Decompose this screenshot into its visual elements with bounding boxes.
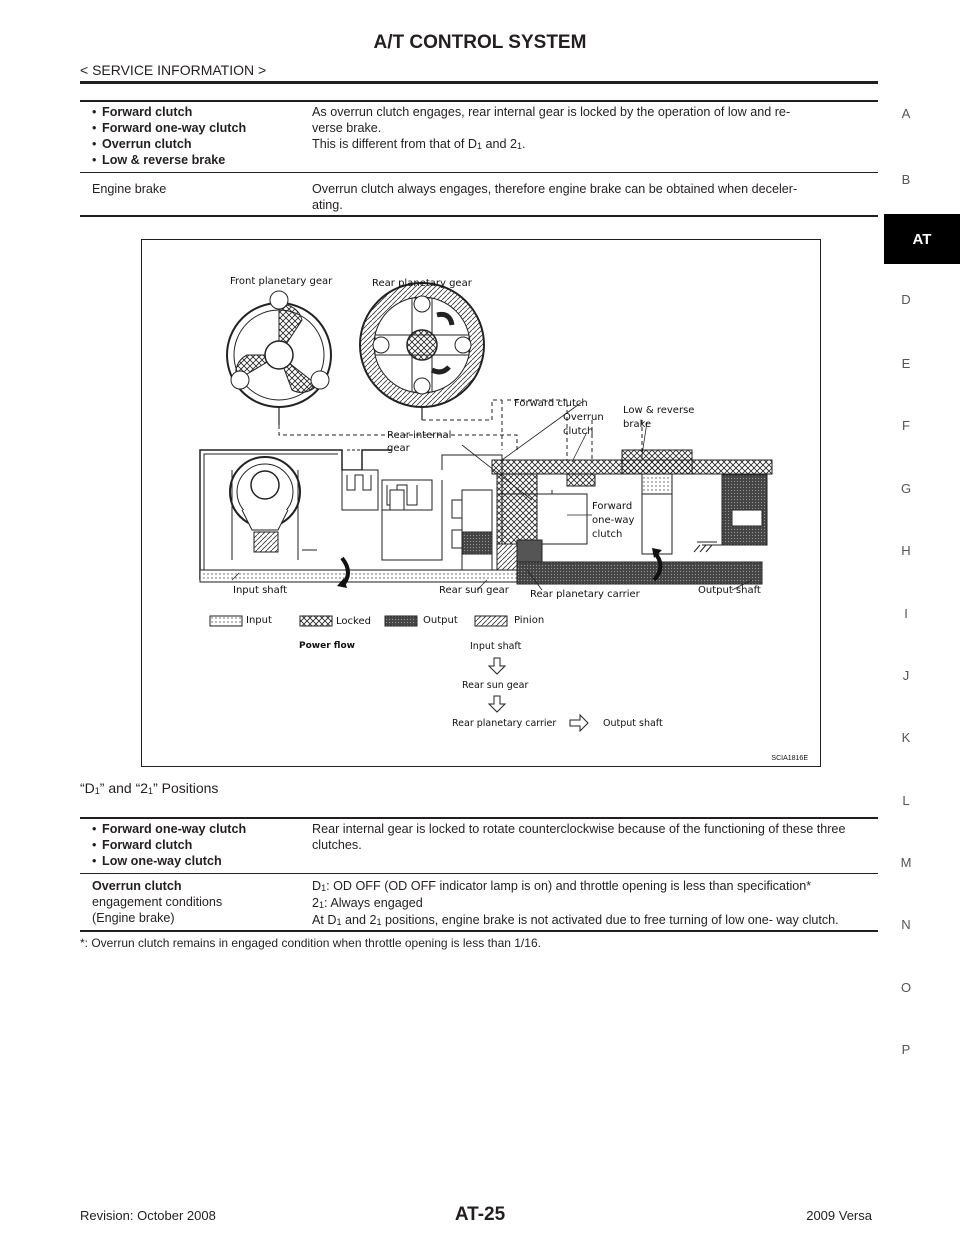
header-rule <box>80 81 878 84</box>
component-list <box>92 821 307 869</box>
side-index-p[interactable]: P <box>901 1042 911 1057</box>
legend-pinion-swatch <box>475 616 507 626</box>
list-item: • Low & reverse brake <box>92 152 307 168</box>
component-list <box>92 104 307 168</box>
table-row <box>80 100 878 173</box>
list-item: • Forward clutch <box>92 104 307 120</box>
side-index-e[interactable]: E <box>901 356 911 371</box>
side-index-j[interactable]: J <box>902 668 910 683</box>
label-front-planetary-gear: Front planetary gear <box>230 276 333 287</box>
footnote: *: Overrun clutch remains in engaged condition when throttle opening is less than 1/16. <box>80 936 541 950</box>
legend-output: Output <box>423 615 458 626</box>
side-index-m[interactable]: M <box>900 855 912 870</box>
desc-line: $2_1$: Always engaged <box>312 896 423 910</box>
side-index-i[interactable]: I <box>904 606 908 621</box>
label-overrun-clutch-2: clutch <box>563 426 594 437</box>
legend-locked-swatch <box>300 616 332 626</box>
side-index-f[interactable]: F <box>902 418 910 433</box>
list-item: • Low one-way clutch <box>92 853 307 869</box>
flow-step-output-shaft: Output shaft <box>603 718 663 729</box>
row-description <box>312 104 867 153</box>
desc-line: ating. <box>312 198 343 212</box>
page-title: A/T CONTROL SYSTEM <box>373 32 587 53</box>
side-index-d[interactable]: D <box>901 292 911 307</box>
side-index-k[interactable]: K <box>901 730 911 745</box>
section-heading: “$D_1$” and “$2_1$” Positions <box>80 780 219 796</box>
flow-step-rear-sun-gear: Rear sun gear <box>462 680 529 691</box>
legend-output-swatch <box>385 616 417 626</box>
side-index-a[interactable]: A <box>901 106 911 121</box>
figure-code: SCIA1816E <box>771 755 808 762</box>
flow-down-arrow-icon <box>489 658 505 674</box>
label-low-reverse-brake-1: Low & reverse <box>623 405 695 416</box>
front-planetary-gear-icon <box>227 291 331 425</box>
clutch-table-1 <box>80 100 878 217</box>
label-low-reverse-brake-2: brake <box>623 419 652 430</box>
row-label <box>92 878 307 926</box>
input-shaft-bar <box>200 570 520 582</box>
footer-model: 2009 Versa <box>806 1208 872 1223</box>
side-index-active-tab[interactable]: AT <box>884 214 960 264</box>
label-forward-one-way-clutch-1: Forward <box>592 501 633 512</box>
label-rear-planetary-carrier: Rear planetary carrier <box>530 589 640 600</box>
table-row <box>80 874 878 932</box>
label-rear-sun-gear: Rear sun gear <box>439 585 509 596</box>
flow-right-arrow-icon <box>570 715 588 731</box>
side-index-g[interactable]: G <box>900 481 912 496</box>
power-flow-diagram <box>141 239 821 767</box>
label-rear-internal-gear-2: gear <box>387 443 410 454</box>
row-label-line: (Engine brake) <box>92 911 175 925</box>
legend-pinion: Pinion <box>514 615 545 626</box>
desc-line: At $D_1$ and $2_1$ positions, engine brake is not activated due to free turning of low one- way clutch. <box>312 913 839 927</box>
flow-down-arrow-icon <box>489 696 505 712</box>
transmission-housing <box>200 450 502 580</box>
desc-line: verse brake. <box>312 121 382 135</box>
side-index-b[interactable]: B <box>901 172 911 187</box>
label-forward-one-way-clutch-2: one-way <box>592 515 635 526</box>
flow-step-rear-planetary-carrier: Rear planetary carrier <box>452 718 557 729</box>
label-forward-clutch: Forward clutch <box>514 398 588 409</box>
label-output-shaft: Output shaft <box>698 585 761 596</box>
power-flow-title: Power flow <box>299 641 355 651</box>
row-label-line: engagement conditions <box>92 895 223 909</box>
list-item: • Forward one-way clutch <box>92 821 307 837</box>
section-subtitle: < SERVICE INFORMATION > <box>80 62 267 78</box>
rear-planetary-gear-icon <box>360 283 484 420</box>
flow-step-input-shaft: Input shaft <box>470 641 522 652</box>
output-shaft-bar <box>517 562 762 584</box>
list-item: • Overrun clutch <box>92 136 307 152</box>
desc-line: clutches. <box>312 838 362 852</box>
table-row <box>80 817 878 874</box>
desc-line: This is different from that of $D_1$ and $2_1$. <box>312 137 526 151</box>
label-rear-planetary-gear: Rear planetary gear <box>372 278 472 289</box>
label-overrun-clutch-1: Overrun <box>563 412 604 423</box>
legend-locked: Locked <box>336 616 371 627</box>
clutch-table-2 <box>80 817 878 932</box>
legend-input-swatch <box>210 616 242 626</box>
desc-line: Overrun clutch always engages, therefore engine brake can be obtained when deceler- <box>312 182 798 196</box>
desc-line: Rear internal gear is locked to rotate counterclockwise because of the functioning of these three <box>312 822 846 836</box>
side-index-n[interactable]: N <box>901 917 911 932</box>
footer-revision: Revision: October 2008 <box>80 1208 216 1223</box>
footer-page-number: AT-25 <box>454 1204 506 1225</box>
list-item: • Forward clutch <box>92 837 307 853</box>
legend-input: Input <box>246 615 272 626</box>
label-input-shaft: Input shaft <box>233 585 288 596</box>
label-rear-internal-gear-1: Rear internal <box>387 430 452 441</box>
row-label-line: Overrun clutch <box>92 879 182 893</box>
side-index-l[interactable]: L <box>902 793 910 808</box>
side-index-h[interactable]: H <box>901 543 911 558</box>
row-description <box>312 878 867 929</box>
desc-line: $D_1$: OD OFF (OD OFF indicator lamp is on) and throttle opening is less than specification* <box>312 879 812 893</box>
label-forward-one-way-clutch-3: clutch <box>592 529 623 540</box>
list-item: • Forward one-way clutch <box>92 120 307 136</box>
row-description <box>312 181 867 213</box>
row-description <box>312 821 867 853</box>
table-row <box>80 173 878 217</box>
desc-line: As overrun clutch engages, rear internal gear is locked by the operation of low and re- <box>312 105 791 119</box>
side-index-o[interactable]: O <box>900 980 912 995</box>
row-label: Engine brake <box>92 182 167 196</box>
